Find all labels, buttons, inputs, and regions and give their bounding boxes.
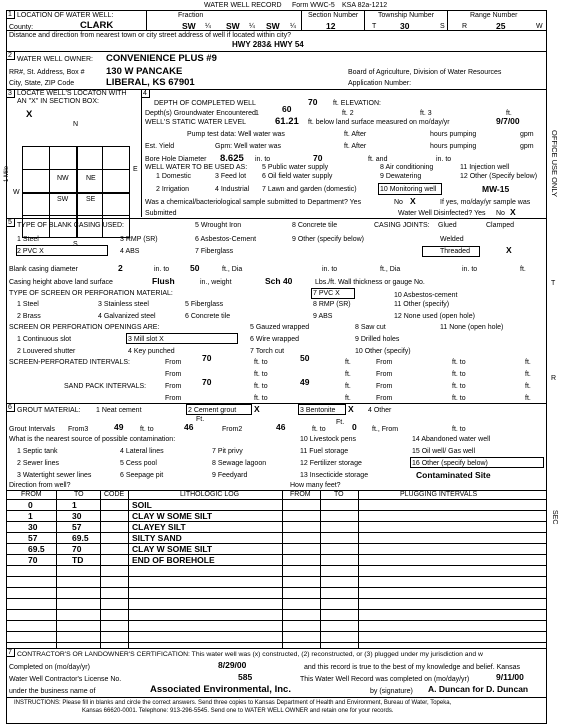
log-lithology-cell: CLAYEY SILT (132, 522, 186, 532)
signature-value: A. Duncan for D. Duncan (428, 684, 529, 694)
fraction-1: SW (182, 21, 196, 31)
grout-label: GROUT MATERIAL: (17, 407, 81, 414)
casing-asbestos: 6 Asbestos-Cement (195, 236, 257, 243)
opening-other: 10 Other (specify) (355, 348, 411, 355)
diameter-label: Blank casing diameter (9, 266, 78, 273)
screen-stainless: 3 Stainless steel (98, 301, 149, 308)
contam-insecticide: 13 Insecticide storage (300, 472, 369, 479)
contamination-source: Contaminated Site (416, 470, 491, 480)
sand-from-label-2: From (376, 383, 393, 390)
sand-ft: ft. (345, 383, 351, 390)
log-to-cell: 1 (72, 500, 77, 510)
sand-ft-to-4: ft. to (452, 395, 466, 402)
section-number: 12 (326, 21, 336, 31)
nw-quadrant: NW (57, 175, 69, 182)
screen-rmp: 8 RMP (SR) (313, 301, 351, 308)
address-label: RR#, St. Address, Box # (9, 69, 85, 76)
record-completed-date: 9/11/00 (496, 672, 524, 682)
table-row-divider (6, 510, 547, 511)
south-label: S (73, 241, 78, 248)
log-to-cell: 30 (72, 511, 82, 521)
perf-ft-to-3: ft. to (254, 371, 268, 378)
log-from-cell: 0 (28, 500, 33, 510)
screen-asbestos: 10 Asbestos-cement (394, 292, 458, 299)
grout-cement-grout: 2 Cement grout (188, 407, 237, 414)
use-other: 12 Other (Specify below) (460, 173, 538, 180)
instructions-line-1: INSTRUCTIONS: Please fill in blanks and circle the correct answers. Send three copies to Kansas Department of Health and Environment, Bureau of Water, Topeka, (14, 700, 452, 706)
diameter-in-to-3: in. to (462, 266, 478, 273)
application-label: Application Number: (348, 80, 412, 87)
casing-other: 9 Other (specify below) (292, 236, 364, 243)
groundwater-1-value: 60 (282, 104, 292, 114)
bore-in-to-2: in. to (436, 156, 452, 163)
static-suffix: ft. below land surface measured on mo/day/yr (308, 119, 450, 126)
screen-material-label: TYPE OF SCREEN OR PERFORATION MATERIAL: (9, 290, 173, 297)
use-feed-lot: 3 Feed lot (215, 173, 247, 180)
grout-ft-header: Ft. (196, 416, 205, 423)
depth-value: 70 (308, 97, 318, 107)
log-from-cell: 57 (28, 533, 38, 543)
city-value: LIBERAL, KS 67901 (106, 77, 195, 88)
groundwater-label: Depth(s) Groundwater Encountered (145, 110, 256, 117)
contam-other: 16 Other (specify below) (412, 460, 488, 467)
chem-no: No (394, 199, 403, 206)
log-from-cell: 30 (28, 522, 38, 532)
contam-watertight: 3 Watertight sewer lines (17, 472, 92, 479)
height-label: Casing height above land surface (9, 279, 113, 286)
use-public-supply: 5 Public water supply (262, 164, 329, 171)
grout-from2-label: From2 (222, 426, 243, 433)
section-1-number: 1 (8, 11, 12, 18)
use-air-conditioning: 8 Air conditioning (380, 164, 434, 171)
sand-from-value: 70 (202, 377, 212, 387)
fraction-3: SW (266, 21, 280, 31)
w-letter: W (536, 23, 543, 30)
completed-date: 8/29/00 (218, 660, 247, 670)
grout-bentonite: 3 Bentonite (300, 407, 336, 414)
screen-fiberglass: 5 Fiberglass (185, 301, 224, 308)
range-value: 25 (496, 21, 506, 31)
log-header-code: CODE (104, 491, 125, 498)
pump-test-label: Pump test data: Well water was (187, 131, 285, 138)
office-r-label: R (551, 375, 557, 382)
opening-continuous: 1 Continuous slot (17, 336, 72, 343)
pump-hours: hours pumping (430, 131, 477, 138)
contam-oil-gas-well: 15 Oil well/ Gas well (412, 448, 476, 455)
opening-none: 11 None (open hole) (440, 324, 504, 331)
elevation-label: ft. ELEVATION: (333, 100, 381, 107)
perf-to-value: 50 (300, 353, 310, 363)
contam-feedyard: 9 Feedyard (212, 472, 248, 479)
wall-thickness-label: Lbs./ft. Wall thickness or gauge No. (315, 279, 425, 286)
contamination-label: What is the nearest source of possible contamination: (9, 436, 176, 443)
se-quadrant: SE (86, 196, 96, 203)
bore-in-to: in. to (255, 156, 271, 163)
completed-label: Completed on (mo/day/yr) (9, 664, 90, 671)
casing-label: TYPE OF BLANK CASING USED: (17, 222, 124, 229)
diameter-ft-dia-2: ft., Dia (380, 266, 401, 273)
table-row-divider (6, 587, 547, 588)
county-value: CLARK (80, 20, 114, 31)
log-from-cell: 69.5 (28, 544, 45, 554)
sand-from-label-4: From (376, 395, 393, 402)
yield-ft-after: ft. After (344, 143, 367, 150)
perf-ft-4: ft. (525, 371, 531, 378)
contam-lagoon: 8 Sewage lagoon (212, 460, 267, 467)
screen-steel: 1 Steel (17, 301, 39, 308)
submitted-label: Submitted (145, 210, 177, 217)
chem-if-yes: If yes, mo/day/yr sample was (440, 199, 531, 206)
screen-other: 11 Other (specify) (394, 301, 450, 308)
opening-wire: 6 Wire wrapped (250, 336, 300, 343)
use-oil-field: 6 Oil field water supply (262, 173, 333, 180)
certification-text: CONTRACTOR'S OR LANDOWNER'S CERTIFICATION: This water well was (x) constructed, (2) reconstructed, or (3) plugged under my jurisdiction and w (17, 651, 483, 658)
joints-label: CASING JOINTS: (374, 222, 430, 229)
ft-unit: ft. (506, 110, 512, 117)
screen-galvanized: 4 Galvanized steel (98, 313, 156, 320)
sand-ft-2: ft. (525, 383, 531, 390)
log-header-lithologic: LITHOLOGIC LOG (180, 491, 240, 498)
perf-ft-to-2: ft. to (452, 359, 466, 366)
static-value: 61.21 (275, 116, 299, 127)
diameter-ft-dia: ft., Dia (222, 266, 243, 273)
table-row-divider (6, 543, 547, 544)
grout-neat-cement: 1 Neat cement (96, 407, 142, 414)
section-6-number: 6 (8, 404, 12, 411)
use-injection-well: 11 Injection well (460, 164, 510, 171)
business-name: Associated Environmental, Inc. (150, 684, 291, 695)
grout-from3-label: From3 (68, 426, 89, 433)
pump-ft-after: ft. After (344, 131, 367, 138)
contam-fertilizer: 12 Fertilizer storage (300, 460, 362, 467)
cement-grout-mark: X (254, 404, 260, 414)
screen-concrete: 6 Concrete tile (185, 313, 231, 320)
opening-drilled: 9 Drilled holes (355, 336, 400, 343)
grout-3-ft-to: ft. to (452, 426, 466, 433)
range-label: Range Number (470, 12, 518, 19)
perf-from-value: 70 (202, 353, 212, 363)
perf-ft-to: ft. to (254, 359, 268, 366)
openings-label: SCREEN OR PERFORATION OPENINGS ARE: (9, 324, 160, 331)
bore-to-value: 70 (313, 153, 323, 163)
casing-abs: 4 ABS (120, 248, 140, 255)
yield-hours: hours pumping (430, 143, 477, 150)
casing-concrete-tile: 8 Concrete tile (292, 222, 338, 229)
contam-septic: 1 Septic tank (17, 448, 58, 455)
opening-louvered: 2 Louvered shutter (17, 348, 76, 355)
form-title: WATER WELL RECORD (204, 2, 282, 9)
west-label: W (13, 189, 20, 196)
bore-label: Bore Hole Diameter (145, 156, 207, 163)
opening-gauzed: 5 Gauzed wrapped (250, 324, 310, 331)
diameter-value: 2 (118, 263, 123, 273)
sand-intervals-label: SAND PACK INTERVALS: (64, 383, 147, 390)
section-5-number: 5 (8, 219, 12, 226)
threaded-mark: X (506, 245, 512, 255)
county-label: County: (9, 24, 34, 31)
bore-value: 8.625 (220, 153, 244, 164)
contam-fuel: 11 Fuel storage (300, 448, 349, 455)
log-to-cell: TD (72, 555, 84, 565)
grout-2-ft-to: ft. to (312, 426, 326, 433)
sand-to-value: 49 (300, 377, 310, 387)
bentonite-mark: X (348, 404, 354, 414)
casing-fiberglass: 7 Fiberglass (195, 248, 234, 255)
contam-pit-privy: 7 Pit privy (212, 448, 243, 455)
address-value: 130 W PANCAKE (106, 66, 183, 77)
contam-livestock: 10 Livestock pens (300, 436, 357, 443)
office-sec-label: SEC (551, 510, 558, 525)
weight-value: Sch 40 (265, 276, 293, 286)
table-row-divider (6, 521, 547, 522)
diameter-ft: ft. (520, 266, 526, 273)
log-to-cell: 69.5 (72, 533, 89, 543)
chem-no-mark: X (410, 196, 416, 206)
log-header-plugging: PLUGGING INTERVALS (400, 491, 478, 498)
township-value: 30 (400, 21, 410, 31)
sand-ft-to: ft. to (254, 383, 268, 390)
height-value: Flush (152, 276, 175, 286)
joints-threaded: Threaded (440, 248, 470, 255)
section-7-number: 7 (8, 649, 12, 656)
table-row-divider (6, 554, 547, 555)
signature-label: by (signature) (370, 688, 413, 695)
log-lithology-cell: SILTY SAND (132, 533, 182, 543)
chem-sample-label: Was a chemical/bacteriological sample submitted to Department? Yes (145, 199, 362, 206)
record-completed-label: This Water Well Record was completed on (mo/day/yr) (300, 676, 470, 683)
table-row-divider (6, 631, 547, 632)
use-lawn-garden: 7 Lawn and garden (domestic) (262, 186, 357, 193)
grout-1-ft-to: ft. to (140, 426, 154, 433)
fraction-label: Fraction (178, 12, 204, 19)
casing-pvc: 2 PVC X (17, 248, 44, 255)
casing-rmp: 3 RMP (SR) (120, 236, 158, 243)
grout-1-to: 46 (184, 422, 194, 432)
table-row-divider (6, 642, 547, 643)
use-monitoring-well: 10 Monitoring well (380, 186, 437, 193)
locate-label-1: LOCATE WELL'S LOCATON WITH (17, 90, 127, 97)
grout-ft-from: ft., From (372, 426, 399, 433)
contam-abandoned-well: 14 Abandoned water well (412, 436, 491, 443)
use-label: WELL WATER TO BE USED AS: (145, 164, 248, 171)
office-t-label: T (551, 280, 556, 287)
r-letter: R (462, 23, 468, 30)
section-4-number: 4 (143, 90, 147, 97)
sand-ft-to-2: ft. to (452, 383, 466, 390)
bore-ft-and: ft. and (368, 156, 388, 163)
table-row-divider (6, 609, 547, 610)
groundwater-3-label: ft. 3 (420, 110, 432, 117)
township-label: Township Number (378, 12, 435, 19)
certification-true: and this record is true to the best of my knowledge and belief. Kansas (304, 664, 520, 671)
pump-gpm: gpm (520, 131, 534, 138)
weight-label: in., weight (200, 279, 232, 286)
groundwater-2-label: ft. 2 (342, 110, 354, 117)
section-box-mark: X (26, 109, 33, 120)
log-to-cell: 70 (72, 544, 82, 554)
opening-saw: 8 Saw cut (355, 324, 386, 331)
owner-label: WATER WELL OWNER: (17, 56, 93, 63)
sw-quadrant: SW (57, 196, 69, 203)
yield-label: Est. Yield (145, 143, 175, 150)
casing-wrought-iron: 5 Wrought Iron (195, 222, 242, 229)
perf-from-label-2: From (376, 359, 393, 366)
joints-glued: Glued (438, 222, 457, 229)
diameter-in-to: in. to (154, 266, 170, 273)
joints-welded: Welded (440, 236, 464, 243)
screen-abs: 9 ABS (313, 313, 333, 320)
log-header-from: FROM (21, 491, 42, 498)
diameter-in-to-2: in. to (322, 266, 338, 273)
screen-brass: 2 Brass (17, 313, 41, 320)
perf-ft-3: ft. (345, 371, 351, 378)
perf-intervals-label: SCREEN-PERFORATED INTERVALS: (9, 359, 130, 366)
use-irrigation: 2 Irrigation (156, 186, 190, 193)
grout-1-from: 49 (114, 422, 124, 432)
sand-ft-4: ft. (525, 395, 531, 402)
perf-from-label-4: From (376, 371, 393, 378)
disinfected-no-mark: X (510, 207, 516, 217)
instructions-line-2: Kansas 66620-0001. Telephone: 913-296-5545. Send one to WATER WELL OWNER and retain one for your records. (82, 708, 394, 714)
depth-label: DEPTH OF COMPLETED WELL (154, 100, 256, 107)
grout-other: 4 Other (368, 407, 392, 414)
sand-from-label-3: From (165, 395, 182, 402)
perf-ft-to-4: ft. to (452, 371, 466, 378)
perf-from-label: From (165, 359, 182, 366)
direction-label: Direction from well? (9, 482, 71, 489)
sand-ft-to-3: ft. to (254, 395, 268, 402)
how-many-feet-label: How many feet? (290, 482, 341, 489)
log-header-to: TO (74, 491, 84, 498)
board-label: Board of Agriculture, Division of Water Resources (348, 69, 502, 76)
log-to-cell: 57 (72, 522, 82, 532)
screen-pvc: 7 PVC X (313, 290, 340, 297)
log-lithology-cell: CLAY W SOME SILT (132, 511, 213, 521)
locate-label-2: AN "X" IN SECTION BOX: (17, 98, 99, 105)
disinfected-no: No (496, 210, 505, 217)
section-3-number: 3 (8, 90, 12, 97)
owner-value: CONVENIENCE PLUS #9 (106, 53, 217, 64)
table-row-divider (6, 565, 547, 566)
distance-label: Distance and direction from nearest town or city street address of well if located within city? (9, 32, 292, 39)
table-row-divider (6, 620, 547, 621)
ne-quadrant: NE (86, 175, 96, 182)
city-label: City, State, ZIP Code (9, 80, 75, 87)
license-label: Water Well Contractor's License No. (9, 676, 122, 683)
east-label: E (133, 166, 138, 173)
screen-none: 12 None used (open hole) (394, 313, 475, 320)
license-number: 585 (238, 672, 253, 682)
grout-ft-header-2: Ft. (336, 419, 345, 426)
fraction-2: SW (226, 21, 240, 31)
use-domestic: 1 Domestic (156, 173, 192, 180)
joints-clamped: Clamped (486, 222, 515, 229)
use-dewatering: 9 Dewatering (380, 173, 422, 180)
quarter-2: ¼ (249, 23, 255, 30)
use-industrial: 4 Industrial (215, 186, 250, 193)
business-label: under the business name of (9, 688, 96, 695)
grout-intervals-label: Grout Intervals (9, 426, 55, 433)
log-header-plug-from: FROM (290, 491, 311, 498)
table-row-divider (6, 598, 547, 599)
section-number-label: Section Number (308, 12, 359, 19)
yield-gpm-label: Gpm: Well water was (215, 143, 281, 150)
log-lithology-cell: SOIL (132, 500, 152, 510)
static-label: WELL'S STATIC WATER LEVEL (145, 119, 247, 126)
log-from-cell: 70 (28, 555, 38, 565)
quarter-1: ¼ (205, 23, 211, 30)
t-letter: T (372, 23, 377, 30)
diameter-to-value: 50 (190, 263, 200, 273)
ksa-reference: KSA 82a-1212 (342, 2, 388, 9)
well-id: MW-15 (482, 184, 510, 194)
log-from-cell: 1 (28, 511, 33, 521)
log-lithology-cell: CLAY W SOME SILT (132, 544, 213, 554)
grout-2-from: 46 (276, 422, 286, 432)
north-label: N (73, 121, 79, 128)
casing-steel: 1 Steel (17, 236, 39, 243)
mile-label: 1 Mile (4, 165, 10, 182)
form-number: Form WWC-5 (292, 2, 335, 9)
grout-2-to: 0 (352, 422, 357, 432)
yield-gpm: gpm (520, 143, 534, 150)
perf-from-label-3: From (165, 371, 182, 378)
disinfected-label: Water Well Disinfected? Yes (398, 210, 486, 217)
contam-sewer: 2 Sewer lines (17, 460, 60, 467)
groundwater-1-number: 1 (255, 110, 259, 117)
log-lithology-cell: END OF BOREHOLE (132, 555, 215, 565)
contam-cess: 5 Cess pool (120, 460, 157, 467)
log-header-plug-to: TO (334, 491, 344, 498)
perf-ft: ft. (345, 359, 351, 366)
sand-ft-3: ft. (345, 395, 351, 402)
section-2-number: 2 (8, 52, 12, 59)
opening-mill-slot: 3 Mill slot X (128, 336, 164, 343)
office-use-label: OFFICE USE ONLY (550, 130, 559, 197)
opening-key-punched: 4 Key punched (128, 348, 175, 355)
s-letter: S (440, 23, 445, 30)
location-label: LOCATION OF WATER WELL: (17, 12, 114, 19)
contam-seepage: 6 Seepage pit (120, 472, 164, 479)
table-row-divider (6, 576, 547, 577)
opening-torch: 7 Torch cut (250, 348, 285, 355)
static-date: 9/7/00 (496, 116, 520, 126)
perf-ft-2: ft. (525, 359, 531, 366)
sand-from-label: From (165, 383, 182, 390)
quarter-3: ¼ (290, 23, 296, 30)
contam-lateral: 4 Lateral lines (120, 448, 164, 455)
distance-value: HWY 283& HWY 54 (232, 40, 304, 49)
